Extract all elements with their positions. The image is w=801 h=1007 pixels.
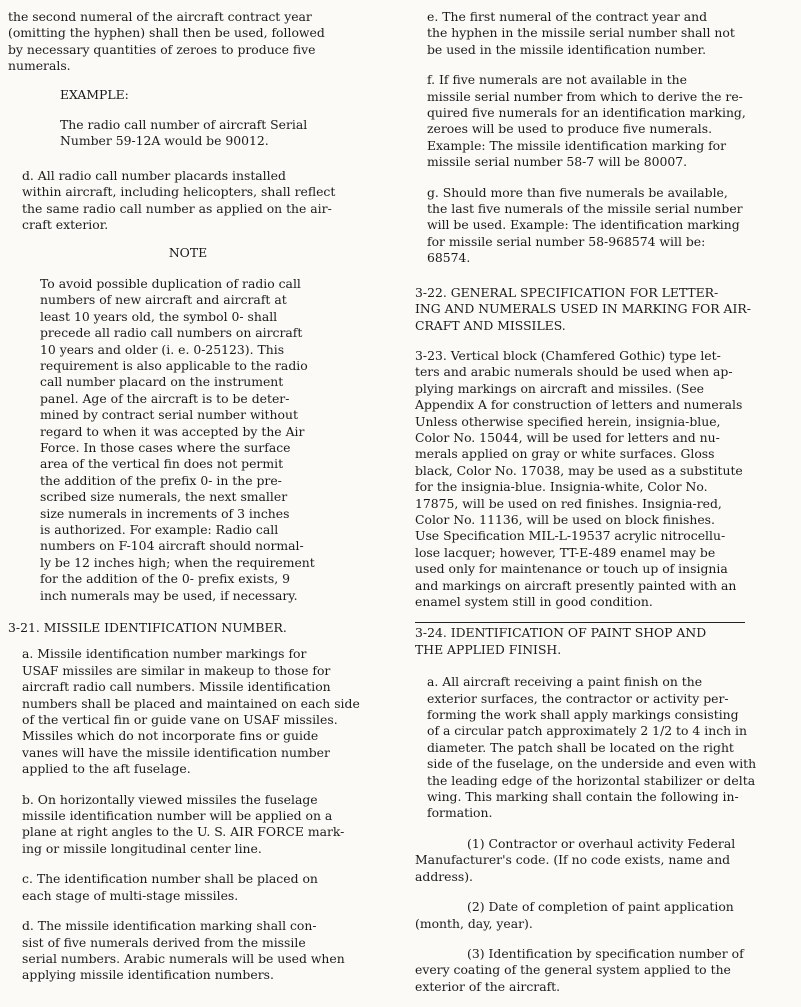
paragraph-b-horizontal: b. On horizontally viewed missiles the fuselage missile identification number will be applied on a plane at right angles to the U. S. AIR FORCE mark- ing or missile longitudinal center line. — [22, 791, 345, 856]
item-1-manufacturer-code: (1) Contractor or overhaul activity Federal Manufacturer's code. (If no code exists, name and address). — [415, 835, 736, 884]
item-3-specification: (3) Identification by specification number of every coating of the general system applied to the exterior of the aircraft. — [415, 945, 744, 994]
paragraph-a-patch: a. All aircraft receiving a paint finish on the exterior surfaces, the contractor or activity per- forming the work shall apply markings consisting of a circular patch approximately 2 1/2 to 4 inch in diameter. The patch shall be located on the right side of the fuselage, on the underside and even with the leading edge of the horizontal stabilizer or delta wing. This marking shall contain the following in- formation. — [427, 674, 757, 821]
paragraph-continuation: the second numeral of the aircraft contract year (omitting the hyphen) shall then be used, followed by necessary quantities of zeroes to produce five numerals. — [8, 9, 325, 74]
heading-3-21: 3-21. MISSILE IDENTIFICATION NUMBER. — [8, 620, 287, 635]
paragraph-d-five-numerals: d. The missile identification marking shall con- sist of five numerals derived from the missile serial numbers. Arabic numerals will be used when applying missile identification numbers. — [22, 918, 345, 983]
heading-3-22: 3-22. GENERAL SPECIFICATION FOR LETTER- ING AND NUMERALS USED IN MARKING FOR AIR- CRAFT AND MISSILES. — [415, 284, 751, 333]
paragraph-d-placards: d. All radio call number placards installed within aircraft, including helicopters, shall reflect the same radio call number as applied on the air- craft exterior. — [22, 167, 336, 233]
paragraph-a-missile-id: a. Missile identification number markings for USAF missiles are similar in makeup to those for aircraft radio call numbers. Missile identification numbers shall be placed and maintained on each side of the vertical fin or guide vane on USAF missiles. Missiles which do not incorporate fins or guide vanes will have the missile identification number applied to the aft fuselage. — [22, 646, 360, 777]
heading-rule — [415, 622, 745, 623]
right-column — [415, 0, 795, 1007]
item-2-date: (2) Date of completion of paint application (month, day, year). — [415, 899, 734, 931]
example-text: The radio call number of aircraft Serial Number 59-12A would be 90012. — [60, 117, 308, 149]
paragraph-c-stages: c. The identification number shall be placed on each stage of multi-stage missiles. — [22, 871, 318, 903]
paragraph-e-contract-year: e. The first numeral of the contract year and the hyphen in the missile serial number shall not be used in the missile identification number. — [427, 9, 735, 57]
left-column — [8, 0, 368, 996]
paragraph-3-23: 3-23. Vertical block (Chamfered Gothic) type let- ters and arabic numerals should be used when ap- plying markings on aircraft and missiles. (See Appendix A for construction of letters and numerals Unless otherwise specified herein, insignia-blue, Color No. 15044, will be used for letters and nu- merals applied on gray or white surfaces. Gloss black, Color No. 17038, may be used as a substitute for the insignia-blue. Insignia-white, Color No. 17875, will be used on red finishes. Insignia-red, Color No. 11136, will be used on block finishes. Use Specification MIL-L-19537 acrylic nitrocellu- lose lacquer; however, TT-E-489 enamel may be used only for maintenance or touch up of insignia and markings on aircraft presently painted with an enamel system still in good condition. — [415, 347, 743, 609]
note-title: NOTE — [168, 245, 208, 261]
paragraph-f-zeroes: f. If five numerals are not available in the missile serial number from which to derive the re- quired five numerals for an identification marking, zeroes will be used to produce five numerals. Example: The missile identification marking for missile serial number 58-7 will be 80007. — [427, 72, 746, 170]
heading-3-24: 3-24. IDENTIFICATION OF PAINT SHOP AND THE APPLIED FINISH. — [415, 625, 707, 657]
note-body: To avoid possible duplication of radio call numbers of new aircraft and aircraft at least 10 years old, the symbol 0- shall precede all radio call numbers on aircraft 10 years and older (i. e. 0-25123). This requirement is also applicable to the radio call number placard on the instrument panel. Age of the aircraft is to be deter- mined by contract serial number without regard to when it was accepted by the Air Force. In those cases where the surface area of the vertical fin does not permit the addition of the prefix 0- in the pre- scribed size numerals, the next smaller size numerals in increments of 3 inches is authorized. For example: Radio call numbers on F-104 aircraft should normal- ly be 12 inches high; when the requirement for the addition of the 0- prefix exists, 9 inch numerals may be used, if necessary. — [40, 275, 315, 603]
example-label: EXAMPLE: — [60, 86, 129, 102]
paragraph-g-last-five: g. Should more than five numerals be available, the last five numerals of the missile serial number will be used. Example: The identification marking for missile serial number 58-968574 will be: 68574. — [427, 184, 743, 266]
